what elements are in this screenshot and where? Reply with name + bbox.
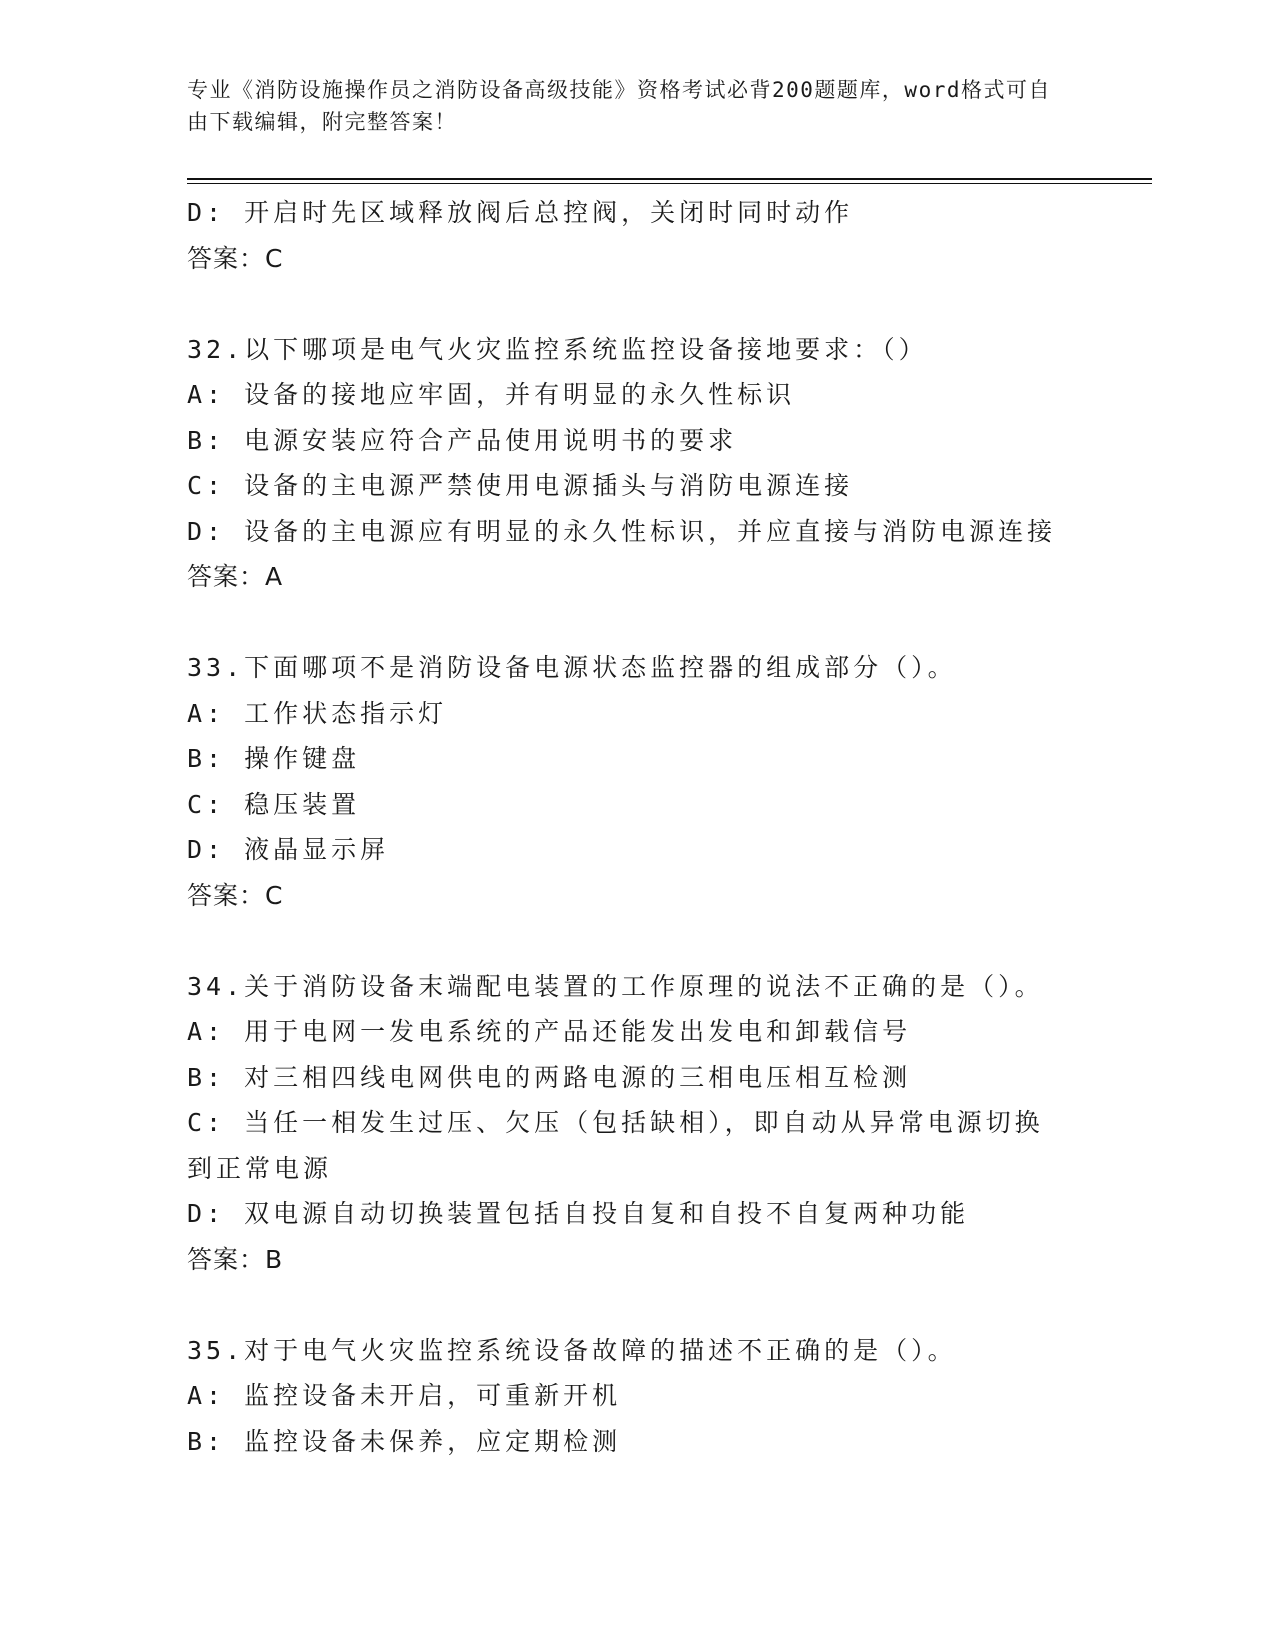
document-title: 专业《消防设施操作员之消防设备高级技能》资格考试必背200题题库，word格式可自由下载编辑，附完整答案！ [187, 78, 1051, 134]
option-b: B: 操作键盘 [187, 744, 361, 773]
question-block-34 [187, 964, 1087, 1283]
question-text: 34.关于消防设备末端配电装置的工作原理的说法不正确的是（）。 [187, 971, 1044, 1001]
option-c: C: 当任一相发生过压、欠压（包括缺相），即自动从异常电源切换到正常电源 [187, 1108, 1044, 1183]
option-d: D: 设备的主电源应有明显的永久性标识，并应直接与消防电源连接 [187, 516, 1057, 546]
answer-line: 答案：B [187, 1244, 284, 1274]
question-text: 35.对于电气火灾监控系统设备故障的描述不正确的是（）。 [187, 1335, 957, 1365]
option-a: A: 工作状态指示灯 [187, 698, 448, 728]
question-block-31-continued [187, 190, 1087, 281]
spacer [187, 918, 1087, 964]
question-text: 33.下面哪项不是消防设备电源状态监控器的组成部分（）。 [187, 653, 957, 682]
question-block-35 [187, 1328, 1087, 1465]
option-b: B: 对三相四线电网供电的两路电源的三相电压相互检测 [187, 1062, 912, 1092]
document-body [187, 190, 1087, 1464]
option-c: C: 稳压装置 [187, 789, 361, 819]
option-d: D: 液晶显示屏 [187, 835, 390, 864]
answer-line: 答案：A [187, 562, 284, 591]
option-a: A: 设备的接地应牢固，并有明显的永久性标识 [187, 380, 796, 409]
option-b: B: 监控设备未保养，应定期检测 [187, 1426, 622, 1456]
option-a: A: 用于电网一发电系统的产品还能发出发电和卸载信号 [187, 1017, 912, 1046]
option-b: B: 电源安装应符合产品使用说明书的要求 [187, 425, 738, 455]
question-block-33 [187, 645, 1087, 918]
spacer [187, 281, 1087, 327]
answer-line: 答案：C [187, 243, 284, 273]
document-header [187, 74, 1067, 138]
option-d: D: 开启时先区域释放阀后总控阀，关闭时同时动作 [187, 198, 854, 227]
option-d: D: 双电源自动切换装置包括自投自复和自投不自复两种功能 [187, 1199, 970, 1228]
spacer [187, 1282, 1087, 1328]
question-text: 32.以下哪项是电气火灾监控系统监控设备接地要求：（） [187, 334, 928, 364]
header-divider-thick [187, 178, 1152, 180]
header-divider-thin [187, 183, 1152, 184]
spacer [187, 600, 1087, 646]
option-a: A: 监控设备未开启，可重新开机 [187, 1381, 622, 1410]
answer-line: 答案：C [187, 880, 284, 910]
question-block-32 [187, 327, 1087, 600]
option-c: C: 设备的主电源严禁使用电源插头与消防电源连接 [187, 471, 854, 500]
